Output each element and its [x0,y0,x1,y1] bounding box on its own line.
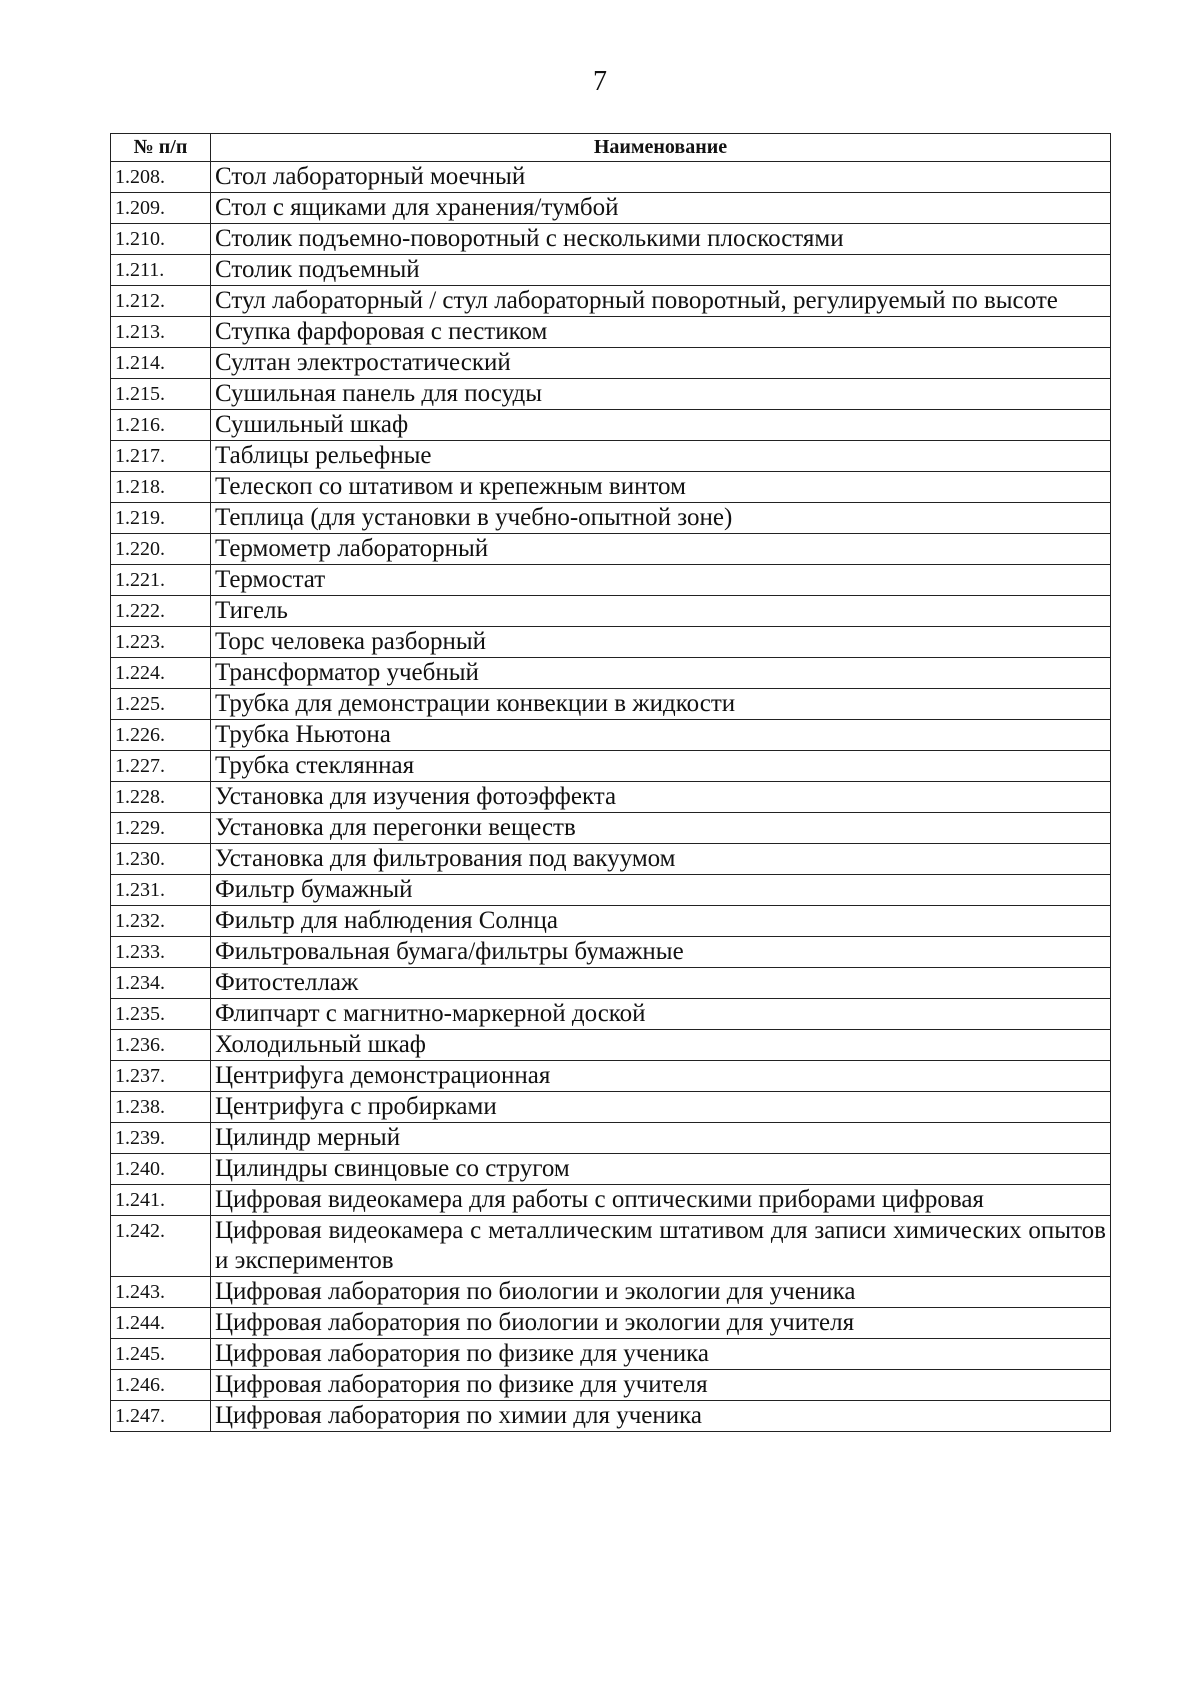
table-row [111,875,1111,906]
row-name: Сушильная панель для посуды [211,379,1111,410]
page-number: 7 [593,66,607,97]
table-row [111,689,1111,720]
table-row [111,441,1111,472]
row-name: Трубка Ньютона [211,720,1111,751]
table-row [111,1061,1111,1092]
table-row [111,565,1111,596]
row-name: Тигель [211,596,1111,627]
table-row [111,782,1111,813]
row-name: Фильтровальная бумага/фильтры бумажные [211,937,1111,968]
table-row [111,1185,1111,1216]
table-row [111,999,1111,1030]
table-row [111,193,1111,224]
row-number: 1.210. [111,224,211,255]
row-number: 1.230. [111,844,211,875]
row-number: 1.239. [111,1123,211,1154]
table-row [111,1216,1111,1277]
row-number: 1.242. [111,1216,211,1277]
row-number: 1.228. [111,782,211,813]
row-name: Центрифуга демонстрационная [211,1061,1111,1092]
row-number: 1.240. [111,1154,211,1185]
row-name: Цилиндр мерный [211,1123,1111,1154]
table-row [111,1030,1111,1061]
table-row [111,937,1111,968]
table-row [111,968,1111,999]
table-row [111,1277,1111,1308]
table-row [111,224,1111,255]
table-row [111,1154,1111,1185]
table-row [111,1308,1111,1339]
row-name: Трубка стеклянная [211,751,1111,782]
table-body [111,162,1111,1432]
row-name: Цифровая видеокамера для работы с оптическими приборами цифровая [211,1185,1111,1216]
table-row [111,844,1111,875]
row-name: Султан электростатический [211,348,1111,379]
row-number: 1.214. [111,348,211,379]
row-number: 1.212. [111,286,211,317]
table-row [111,813,1111,844]
table-row [111,1092,1111,1123]
table-header-row [111,134,1111,162]
row-number: 1.246. [111,1370,211,1401]
row-name: Стул лабораторный / стул лабораторный поворотный, регулируемый по высоте [211,286,1111,317]
table-row [111,410,1111,441]
table-row [111,720,1111,751]
header-number: № п/п [111,134,211,162]
table-row [111,1370,1111,1401]
table-row [111,1401,1111,1432]
row-name: Цифровая видеокамера с металлическим штативом для записи химических опытов и экспериментов [211,1216,1111,1277]
row-number: 1.234. [111,968,211,999]
row-number: 1.238. [111,1092,211,1123]
table-row [111,906,1111,937]
table-row [111,286,1111,317]
row-number: 1.231. [111,875,211,906]
table-row [111,1339,1111,1370]
row-name: Стол с ящиками для хранения/тумбой [211,193,1111,224]
row-number: 1.219. [111,503,211,534]
equipment-table [110,133,1111,1432]
row-name: Фитостеллаж [211,968,1111,999]
row-number: 1.221. [111,565,211,596]
table-row [111,379,1111,410]
row-name: Термометр лабораторный [211,534,1111,565]
row-number: 1.244. [111,1308,211,1339]
table-row [111,627,1111,658]
row-number: 1.216. [111,410,211,441]
table-row [111,503,1111,534]
row-name: Телескоп со штативом и крепежным винтом [211,472,1111,503]
row-number: 1.227. [111,751,211,782]
table-row [111,348,1111,379]
table-row [111,596,1111,627]
table-row [111,1123,1111,1154]
row-number: 1.236. [111,1030,211,1061]
row-number: 1.237. [111,1061,211,1092]
row-name: Установка для фильтрования под вакуумом [211,844,1111,875]
row-name: Сушильный шкаф [211,410,1111,441]
row-name: Таблицы рельефные [211,441,1111,472]
row-number: 1.226. [111,720,211,751]
row-number: 1.245. [111,1339,211,1370]
header-name: Наименование [211,134,1111,162]
row-name: Столик подъемно-поворотный с несколькими плоскостями [211,224,1111,255]
row-name: Теплица (для установки в учебно-опытной зоне) [211,503,1111,534]
row-number: 1.223. [111,627,211,658]
row-name: Трансформатор учебный [211,658,1111,689]
row-number: 1.247. [111,1401,211,1432]
row-number: 1.243. [111,1277,211,1308]
row-number: 1.213. [111,317,211,348]
table-row [111,162,1111,193]
row-number: 1.229. [111,813,211,844]
row-name: Торс человека разборный [211,627,1111,658]
row-name: Ступка фарфоровая с пестиком [211,317,1111,348]
row-name: Установка для перегонки веществ [211,813,1111,844]
row-name: Центрифуга с пробирками [211,1092,1111,1123]
row-number: 1.218. [111,472,211,503]
row-name: Термостат [211,565,1111,596]
row-name: Фильтр для наблюдения Солнца [211,906,1111,937]
table-row [111,534,1111,565]
row-name: Фильтр бумажный [211,875,1111,906]
row-number: 1.211. [111,255,211,286]
row-number: 1.224. [111,658,211,689]
table-row [111,751,1111,782]
table-row [111,658,1111,689]
table-row [111,472,1111,503]
table-row [111,317,1111,348]
row-name: Цифровая лаборатория по биологии и экологии для учителя [211,1308,1111,1339]
row-name: Стол лабораторный моечный [211,162,1111,193]
row-number: 1.208. [111,162,211,193]
table-row [111,255,1111,286]
row-name: Цифровая лаборатория по биологии и экологии для ученика [211,1277,1111,1308]
row-name: Цифровая лаборатория по физике для ученика [211,1339,1111,1370]
row-name: Столик подъемный [211,255,1111,286]
row-number: 1.235. [111,999,211,1030]
row-name: Флипчарт с магнитно-маркерной доской [211,999,1111,1030]
row-number: 1.232. [111,906,211,937]
row-name: Трубка для демонстрации конвекции в жидкости [211,689,1111,720]
row-name: Цифровая лаборатория по химии для ученика [211,1401,1111,1432]
row-name: Цифровая лаборатория по физике для учителя [211,1370,1111,1401]
row-number: 1.215. [111,379,211,410]
row-name: Холодильный шкаф [211,1030,1111,1061]
row-number: 1.220. [111,534,211,565]
row-number: 1.233. [111,937,211,968]
row-number: 1.225. [111,689,211,720]
row-number: 1.222. [111,596,211,627]
row-number: 1.209. [111,193,211,224]
row-number: 1.241. [111,1185,211,1216]
row-name: Цилиндры свинцовые со стругом [211,1154,1111,1185]
row-name: Установка для изучения фотоэффекта [211,782,1111,813]
row-number: 1.217. [111,441,211,472]
